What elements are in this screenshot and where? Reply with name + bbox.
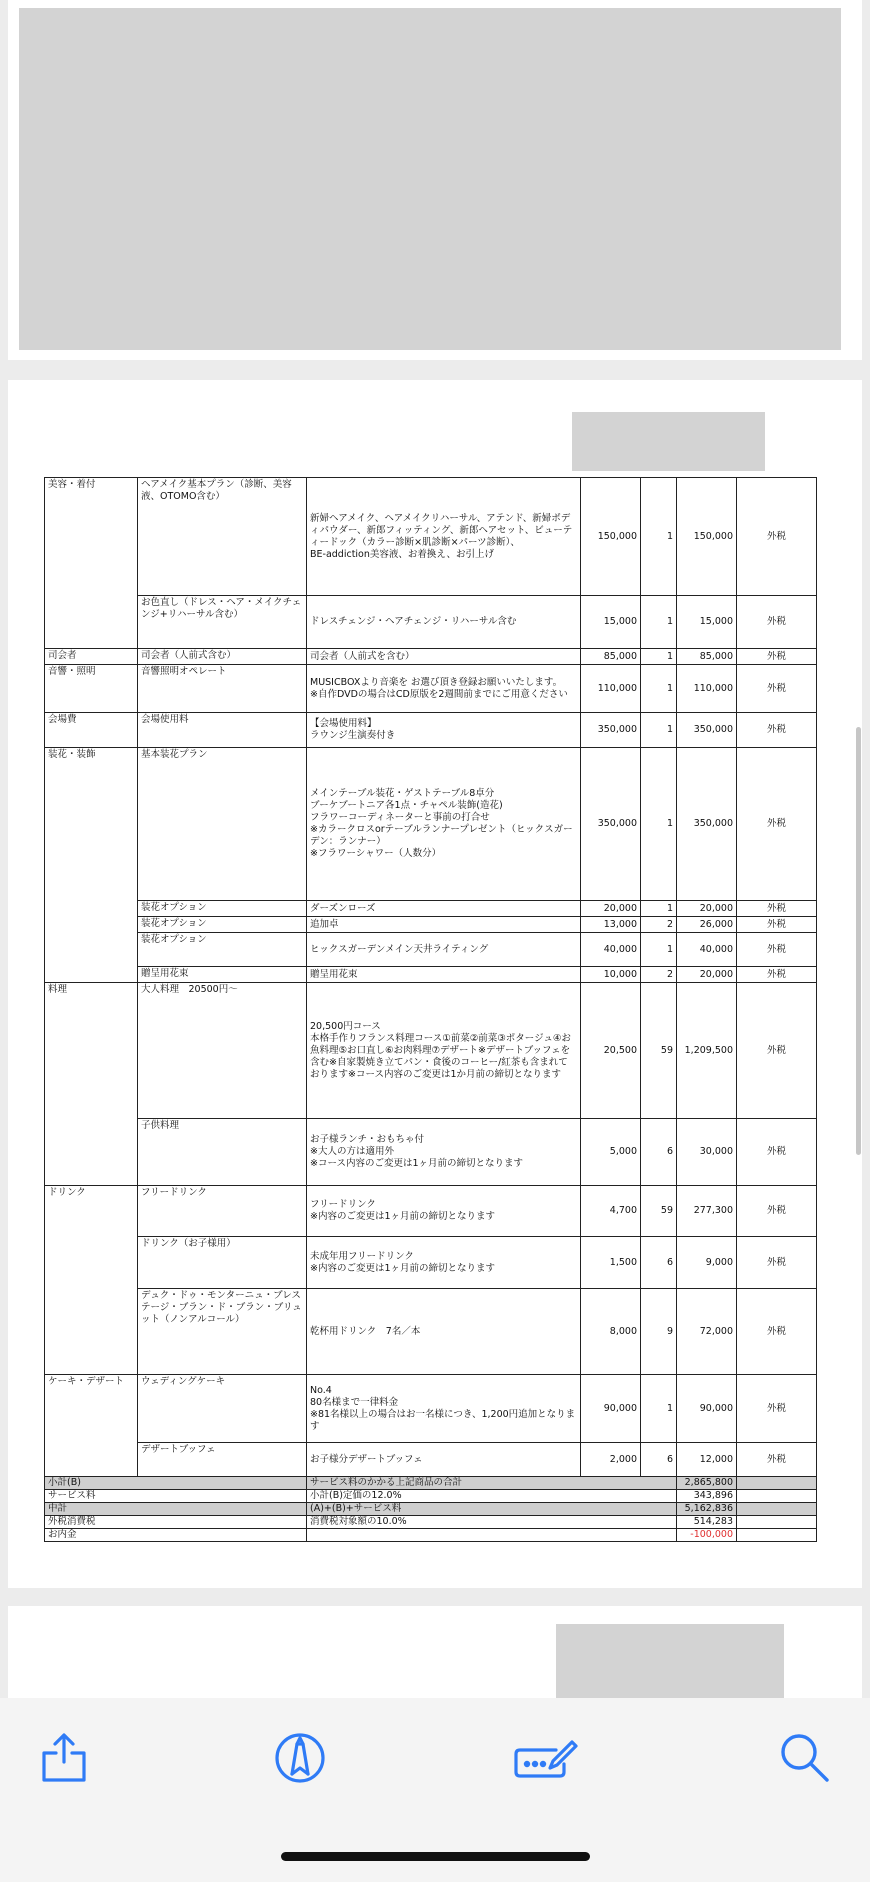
summary-row (45, 1477, 817, 1490)
item-name-cell: 基本装花プラン (138, 748, 307, 901)
unit-price-cell: 4,700 (581, 1186, 641, 1237)
quantity-cell: 1 (641, 1375, 677, 1443)
markup-button[interactable] (270, 1728, 330, 1788)
search-icon (783, 1736, 827, 1780)
unit-price-cell: 13,000 (581, 917, 641, 933)
item-name-cell: お色直し（ドレス・ヘア・メイクチェンジ+リハーサル含む） (138, 596, 307, 649)
description-cell: お子様分デザートブッフェ (307, 1443, 581, 1477)
redacted-region (572, 412, 765, 471)
amount-cell: 9,000 (677, 1237, 737, 1289)
category-cell: ドリンク (45, 1186, 138, 1375)
tax-type-cell: 外税 (737, 1443, 817, 1477)
estimate-table (44, 477, 817, 1542)
summary-blank (737, 1516, 817, 1529)
quantity-cell: 1 (641, 713, 677, 748)
amount-cell: 110,000 (677, 665, 737, 713)
item-name-cell: 会場使用料 (138, 713, 307, 748)
table-row (45, 1237, 817, 1289)
table-row (45, 1375, 817, 1443)
description-cell: 追加卓 (307, 917, 581, 933)
amount-cell: 26,000 (677, 917, 737, 933)
tax-type-cell: 外税 (737, 649, 817, 665)
item-name-cell: フリードリンク (138, 1186, 307, 1237)
summary-amount: -100,000 (677, 1529, 737, 1542)
summary-amount: 514,283 (677, 1516, 737, 1529)
table-row (45, 983, 817, 1119)
summary-row (45, 1490, 817, 1503)
description-cell: 【会場使用料】 ラウンジ生演奏付き (307, 713, 581, 748)
amount-cell: 20,000 (677, 967, 737, 983)
markup-icon (277, 1735, 323, 1781)
quantity-cell: 1 (641, 933, 677, 967)
table-row (45, 1289, 817, 1375)
tax-type-cell: 外税 (737, 901, 817, 917)
tax-type-cell: 外税 (737, 1375, 817, 1443)
table-row (45, 713, 817, 748)
amount-cell: 20,000 (677, 901, 737, 917)
amount-cell: 12,000 (677, 1443, 737, 1477)
tax-type-cell: 外税 (737, 1237, 817, 1289)
tax-type-cell: 外税 (737, 713, 817, 748)
summary-label: 小計(B) (45, 1477, 307, 1490)
quantity-cell: 1 (641, 649, 677, 665)
table-row (45, 478, 817, 596)
summary-amount: 5,162,836 (677, 1503, 737, 1516)
tax-type-cell: 外税 (737, 1289, 817, 1375)
description-cell: MUSICBOXより音楽を お選び頂き登録お願いいたします。 ※自作DVDの場合はCD原版を2週間前までにご用意ください (307, 665, 581, 713)
tax-type-cell: 外税 (737, 478, 817, 596)
form-fill-button[interactable] (510, 1728, 580, 1788)
description-cell: メインテーブル装花・ゲストテーブル8卓分 ブーケブートニア各1点・チャペル装飾(造花) フラワーコーディネーターと事前の打合せ ※カラークロスorテーブルランナープレゼント（ヒックスガーデン：ランナー） ※フラワーシャワー（人数分） (307, 748, 581, 901)
summary-row (45, 1516, 817, 1529)
table-row (45, 649, 817, 665)
table-row (45, 1443, 817, 1477)
description-cell: 新婦ヘアメイク、ヘアメイクリハーサル、アテンド、新婦ボディパウダー、新郎フィッティング、新郎ヘアセット、ビューティードック（カラー診断×肌診断×パーツ診断）、 BE-addiction美容液、お着換え、お引上げ (307, 478, 581, 596)
tax-type-cell: 外税 (737, 1119, 817, 1186)
amount-cell: 40,000 (677, 933, 737, 967)
summary-amount: 343,896 (677, 1490, 737, 1503)
item-name-cell: ヘアメイク基本プラン（診断、美容液、OTOMO含む） (138, 478, 307, 596)
amount-cell: 1,209,500 (677, 983, 737, 1119)
amount-cell: 15,000 (677, 596, 737, 649)
summary-description (307, 1529, 677, 1542)
description-cell: 贈呈用花束 (307, 967, 581, 983)
unit-price-cell: 110,000 (581, 665, 641, 713)
quantity-cell: 1 (641, 478, 677, 596)
summary-description: 小計(B)定価の12.0% (307, 1490, 677, 1503)
amount-cell: 90,000 (677, 1375, 737, 1443)
unit-price-cell: 20,000 (581, 901, 641, 917)
description-cell: 司会者（人前式を含む） (307, 649, 581, 665)
table-row (45, 748, 817, 901)
tax-type-cell: 外税 (737, 917, 817, 933)
table-row (45, 596, 817, 649)
quantity-cell: 6 (641, 1237, 677, 1289)
amount-cell: 85,000 (677, 649, 737, 665)
item-name-cell: 装花オプション (138, 901, 307, 917)
item-name-cell: ドリンク（お子様用） (138, 1237, 307, 1289)
unit-price-cell: 90,000 (581, 1375, 641, 1443)
unit-price-cell: 1,500 (581, 1237, 641, 1289)
description-cell: フリードリンク ※内容のご変更は1ヶ月前の締切となります (307, 1186, 581, 1237)
quantity-cell: 2 (641, 967, 677, 983)
category-cell: 音響・照明 (45, 665, 138, 713)
tax-type-cell: 外税 (737, 967, 817, 983)
summary-label: 中計 (45, 1503, 307, 1516)
description-cell: No.4 80名様まで一律料金 ※81名様以上の場合はお一名様につき、1,200円追加となります (307, 1375, 581, 1443)
amount-cell: 150,000 (677, 478, 737, 596)
tax-type-cell: 外税 (737, 983, 817, 1119)
summary-label: お内金 (45, 1529, 307, 1542)
quantity-cell: 1 (641, 901, 677, 917)
item-name-cell: 音響照明オペレート (138, 665, 307, 713)
table-row (45, 1186, 817, 1237)
amount-cell: 72,000 (677, 1289, 737, 1375)
search-button[interactable] (775, 1728, 835, 1788)
summary-blank (737, 1503, 817, 1516)
home-indicator[interactable] (281, 1852, 590, 1861)
unit-price-cell: 350,000 (581, 748, 641, 901)
summary-blank (737, 1477, 817, 1490)
summary-label: サービス料 (45, 1490, 307, 1503)
quantity-cell: 1 (641, 665, 677, 713)
scrollbar[interactable] (856, 727, 861, 1155)
item-name-cell: ウェディングケーキ (138, 1375, 307, 1443)
amount-cell: 350,000 (677, 748, 737, 901)
description-cell: 20,500円コース 本格手作りフランス料理コース①前菜②前菜③ポタージュ④お魚料理⑤お口直し⑥お肉料理⑦デザート※デザートブッフェを含む※自家製焼き立てパン・食後のコーヒー/紅茶も含まれております※コース内容のご変更は1か月前の締切となります (307, 983, 581, 1119)
table-row (45, 917, 817, 933)
summary-description: サービス料のかかる上記商品の合計 (307, 1477, 677, 1490)
tax-type-cell: 外税 (737, 748, 817, 901)
table-row (45, 901, 817, 917)
amount-cell: 30,000 (677, 1119, 737, 1186)
description-cell: ダーズンローズ (307, 901, 581, 917)
item-name-cell: 大人料理 20500円～ (138, 983, 307, 1119)
summary-blank (737, 1529, 817, 1542)
unit-price-cell: 20,500 (581, 983, 641, 1119)
summary-description: 消費税対象額の10.0% (307, 1516, 677, 1529)
summary-row (45, 1529, 817, 1542)
table-row (45, 967, 817, 983)
quantity-cell: 6 (641, 1119, 677, 1186)
tax-type-cell: 外税 (737, 933, 817, 967)
description-cell: お子様ランチ・おもちゃ付 ※大人の方は適用外 ※コース内容のご変更は1ヶ月前の締切となります (307, 1119, 581, 1186)
unit-price-cell: 40,000 (581, 933, 641, 967)
category-cell: 美容・着付 (45, 478, 138, 649)
description-cell: 未成年用フリードリンク ※内容のご変更は1ヶ月前の締切となります (307, 1237, 581, 1289)
item-name-cell: 装花オプション (138, 917, 307, 933)
form-fill-icon (516, 1742, 576, 1776)
category-cell: 料理 (45, 983, 138, 1186)
summary-blank (737, 1490, 817, 1503)
share-icon (44, 1735, 84, 1780)
category-cell: ケーキ・デザート (45, 1375, 138, 1477)
summary-description: (A)+(B)+サービス料 (307, 1503, 677, 1516)
item-name-cell: 装花オプション (138, 933, 307, 967)
quantity-cell: 59 (641, 983, 677, 1119)
unit-price-cell: 10,000 (581, 967, 641, 983)
quantity-cell: 1 (641, 596, 677, 649)
description-cell: 乾杯用ドリンク 7名／本 (307, 1289, 581, 1375)
table-row (45, 665, 817, 713)
quantity-cell: 9 (641, 1289, 677, 1375)
unit-price-cell: 2,000 (581, 1443, 641, 1477)
amount-cell: 277,300 (677, 1186, 737, 1237)
tax-type-cell: 外税 (737, 596, 817, 649)
category-cell: 司会者 (45, 649, 138, 665)
unit-price-cell: 5,000 (581, 1119, 641, 1186)
amount-cell: 350,000 (677, 713, 737, 748)
item-name-cell: 贈呈用花束 (138, 967, 307, 983)
unit-price-cell: 8,000 (581, 1289, 641, 1375)
redacted-region (19, 8, 841, 350)
item-name-cell: デュク・ドゥ・モンターニュ・ブレステージ・ブラン・ド・ブラン・ブリュット（ノンアルコール） (138, 1289, 307, 1375)
category-cell: 装花・装飾 (45, 748, 138, 983)
quantity-cell: 59 (641, 1186, 677, 1237)
unit-price-cell: 350,000 (581, 713, 641, 748)
unit-price-cell: 150,000 (581, 478, 641, 596)
unit-price-cell: 15,000 (581, 596, 641, 649)
description-cell: ヒックスガーデンメイン天井ライティング (307, 933, 581, 967)
unit-price-cell: 85,000 (581, 649, 641, 665)
category-cell: 会場費 (45, 713, 138, 748)
summary-amount: 2,865,800 (677, 1477, 737, 1490)
summary-label: 外税消費税 (45, 1516, 307, 1529)
item-name-cell: 子供料理 (138, 1119, 307, 1186)
item-name-cell: デザートブッフェ (138, 1443, 307, 1477)
tax-type-cell: 外税 (737, 1186, 817, 1237)
summary-row (45, 1503, 817, 1516)
quantity-cell: 2 (641, 917, 677, 933)
item-name-cell: 司会者（人前式含む） (138, 649, 307, 665)
table-row (45, 933, 817, 967)
table-row (45, 1119, 817, 1186)
share-button[interactable] (34, 1728, 94, 1788)
quantity-cell: 1 (641, 748, 677, 901)
description-cell: ドレスチェンジ・ヘアチェンジ・リハーサル含む (307, 596, 581, 649)
quantity-cell: 6 (641, 1443, 677, 1477)
tax-type-cell: 外税 (737, 665, 817, 713)
